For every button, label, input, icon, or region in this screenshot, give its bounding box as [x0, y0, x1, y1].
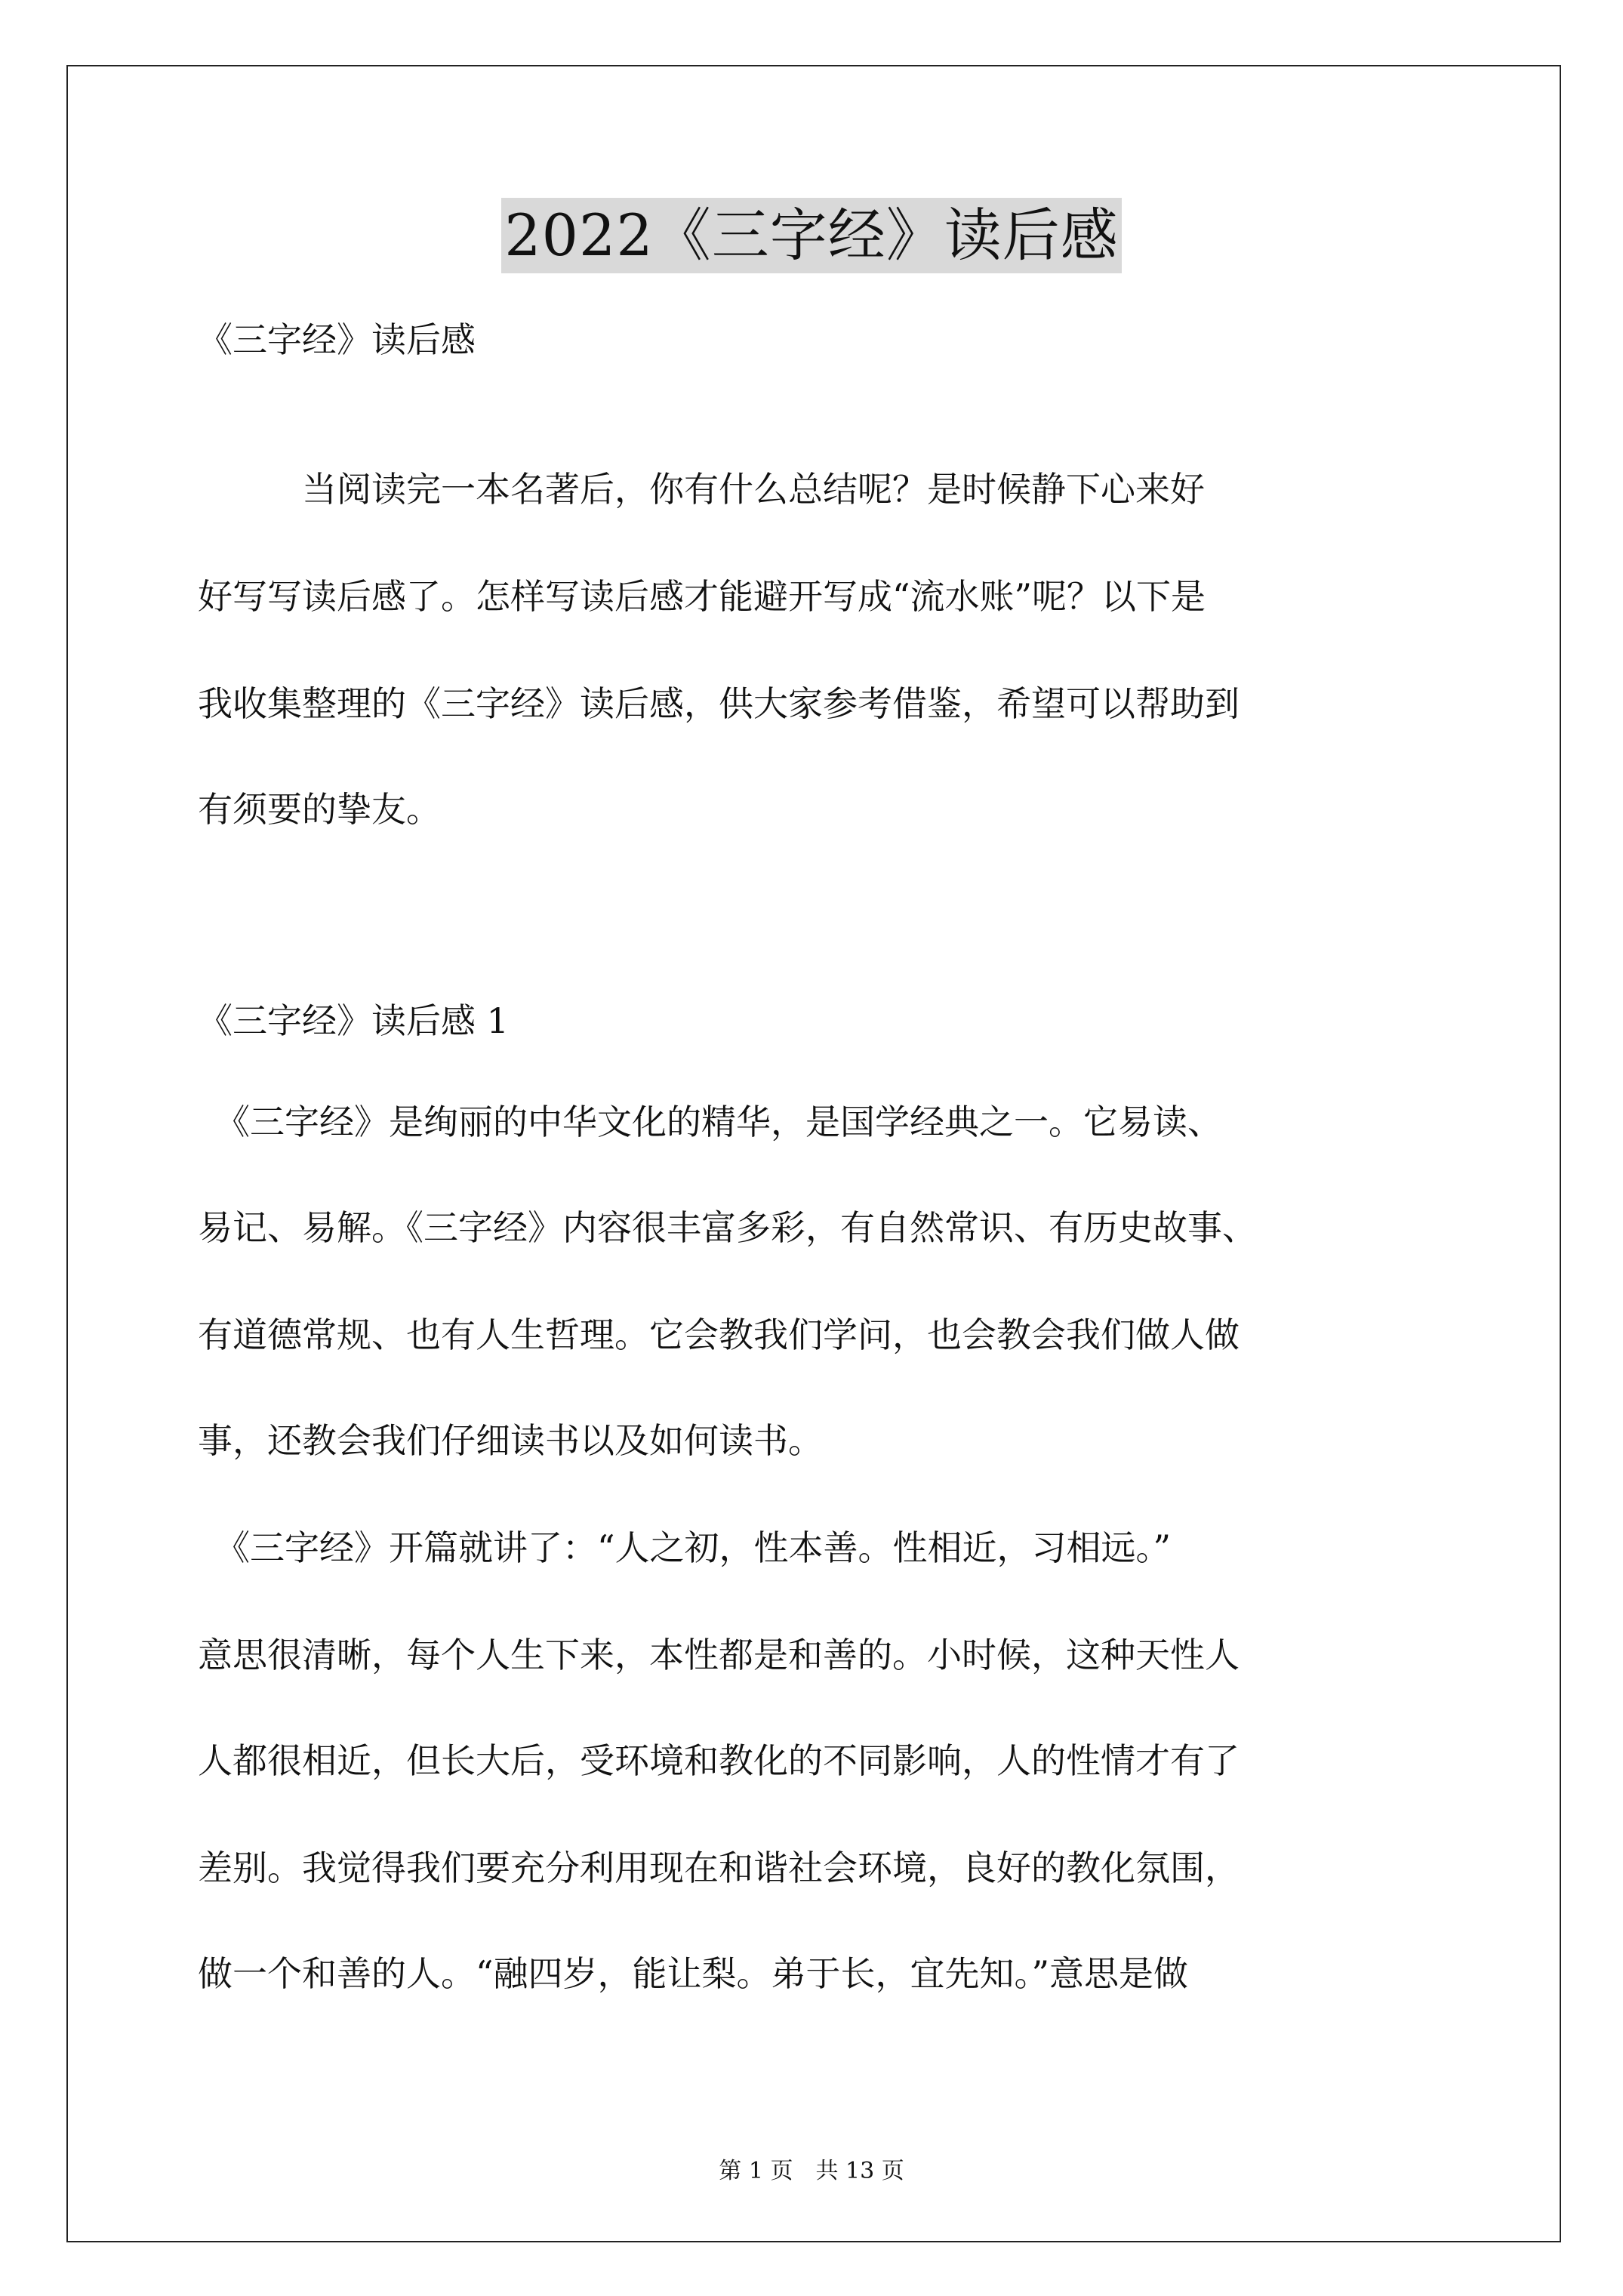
section-title: 《三字经》读后感 1 — [198, 1000, 509, 1041]
paragraph-line: 事，还教会我们仔细读书以及如何读书。 — [198, 1420, 823, 1461]
page-footer: 第 1 页 共 13 页 — [719, 2158, 904, 2184]
paragraph-line: 人都很相近，但长大后，受环境和教化的不同影响，人的性情才有了 — [198, 1740, 1240, 1781]
subtitle: 《三字经》读后感 — [198, 319, 476, 360]
paragraph-line: 差别。我觉得我们要充分利用现在和谐社会环境，良好的教化氛围， — [198, 1848, 1240, 1888]
intro-line: 好写写读后感了。怎样写读后感才能避开写成“流水账”呢？以下是 — [198, 576, 1206, 617]
intro-line: 有须要的挚友。 — [198, 789, 441, 830]
paragraph-line: 《三字经》开篇就讲了：“人之初，性本善。性相近，习相远。” — [198, 1527, 1172, 1568]
paragraph-line: 易记、易解。《三字经》内容很丰富多彩，有自然常识、有历史故事、 — [198, 1207, 1257, 1248]
paragraph-line: 意思很清晰，每个人生下来，本性都是和善的。小时候，这种天性人 — [198, 1635, 1240, 1675]
intro-line: 我收集整理的《三字经》读后感，供大家参考借鉴，希望可以帮助到 — [198, 683, 1240, 724]
title-container — [0, 198, 1623, 273]
intro-line: 当阅读完一本名著后，你有什么总结呢？是时候静下心来好 — [198, 469, 1205, 510]
document-title: 2022《三字经》读后感 — [501, 198, 1121, 273]
page-border — [66, 65, 1561, 2242]
paragraph-line: 《三字经》是绚丽的中华文化的精华，是国学经典之一。它易读、 — [198, 1102, 1222, 1142]
paragraph-line: 做一个和善的人。“融四岁，能让梨。弟于长，宜先知。”意思是做 — [198, 1953, 1189, 1994]
paragraph-line: 有道德常规、也有人生哲理。它会教我们学问，也会教会我们做人做 — [198, 1314, 1240, 1355]
